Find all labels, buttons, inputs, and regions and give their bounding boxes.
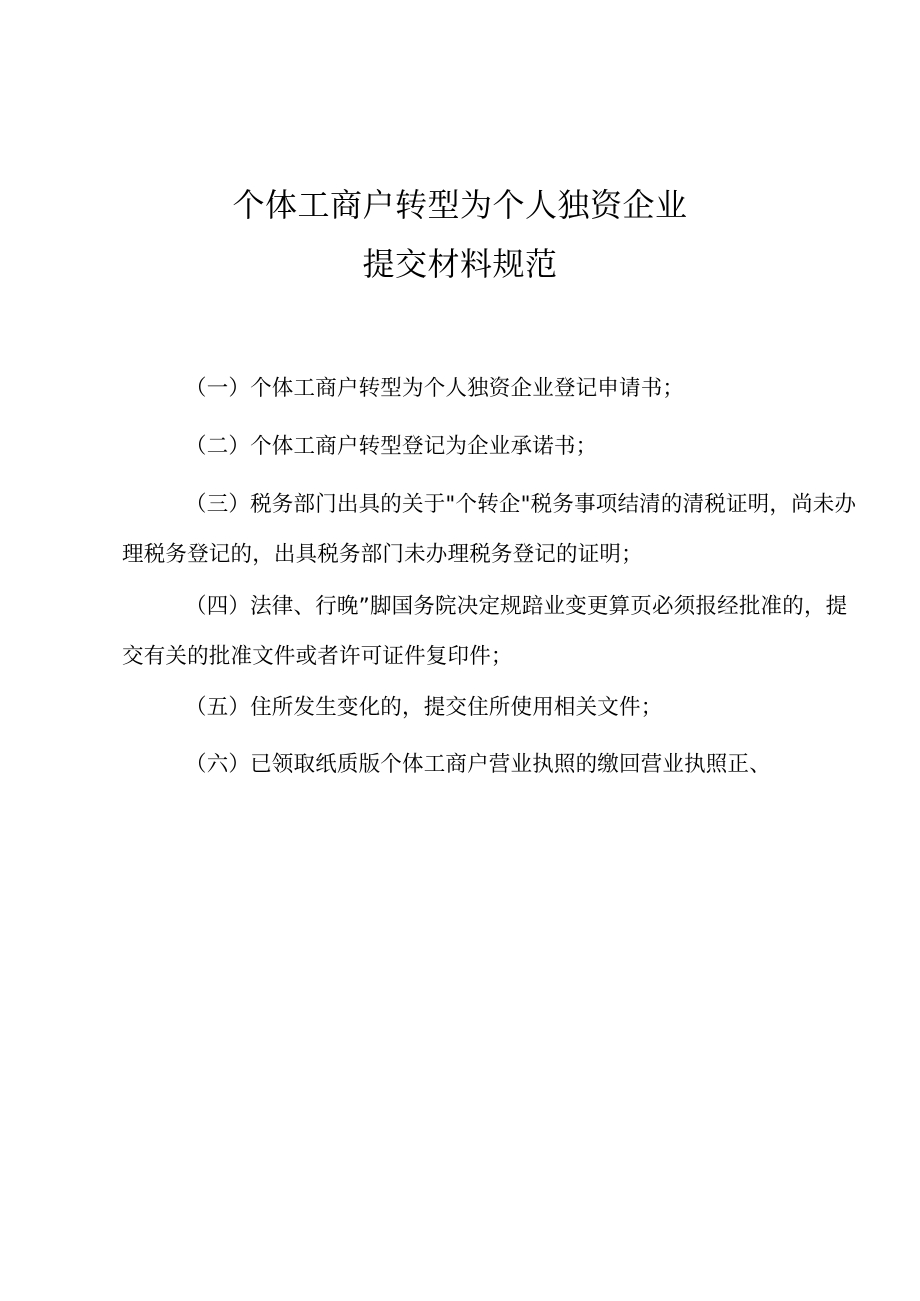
requirement-item-4: （四）法律、行晚”脚国务院决定规踣业变更算页必须报经批准的，提交有关的批准文件或者许可证件复印件； (122, 594, 848, 669)
document-title-line-1: 个体工商户转型为个人独资企业 (232, 186, 688, 224)
requirement-item-6: （六）已领取纸质版个体工商户营业执照的缴回营业执照正、 (185, 752, 771, 777)
requirement-item-2: （二）个体工商户转型登记为企业承诺书； (185, 434, 598, 459)
requirement-item-1: （一）个体工商户转型为个人独资企业登记申请书； (185, 376, 685, 401)
requirement-item-3: （三）税务部门出具的关于"个转企"税务事项结清的清税证明，尚未办理税务登记的，出具税务部门未办理税务登记的证明； (122, 492, 857, 567)
requirement-item-5: （五）住所发生变化的，提交住所使用相关文件； (185, 695, 663, 720)
document-title-line-2: 提交材料规范 (362, 245, 558, 283)
